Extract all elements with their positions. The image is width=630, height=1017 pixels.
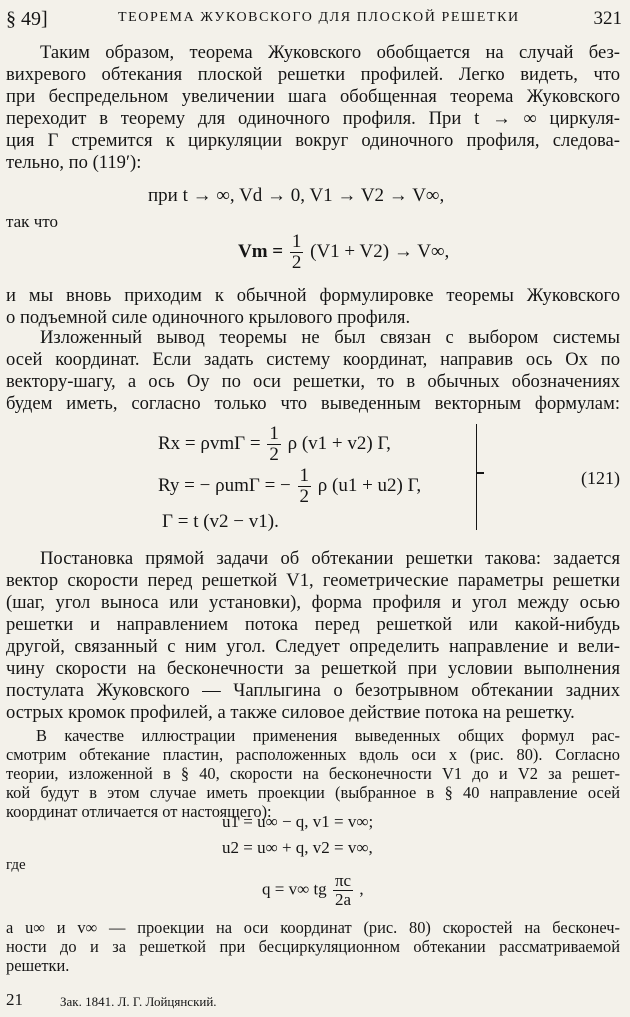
equation-lhs: q = v∞ tg: [262, 879, 327, 899]
equation-lhs: Ry = − ρumΓ = −: [158, 474, 291, 496]
equation-q: [262, 872, 364, 909]
text-line: ности до и за решеткой при бесциркуляционном обтекании рассматриваемой: [6, 937, 620, 956]
text-line: при беспредельном увеличении шага обобщенная теорема Жуковского: [6, 86, 620, 107]
text-line: и мы вновь приходим к обычной формулировке теоремы Жуковского: [6, 285, 620, 306]
text-line: осей координат. Если задать систему координат, направив ось Ox по: [6, 349, 620, 370]
equation-ry: [158, 466, 421, 507]
equation-mean-velocity: [238, 232, 449, 273]
fraction-denominator: 2: [299, 485, 310, 507]
equation-number: (121): [581, 468, 620, 488]
equation-rx: [158, 424, 391, 465]
text-line: кой будут в этом случае иметь проекции (выбранное в § 40 направление осей: [6, 783, 620, 802]
fraction-denominator: 2: [291, 251, 302, 273]
text-line: решетки и направлением потока перед решеткой или какой-нибудь: [6, 614, 620, 635]
text-line: чину скорости на бесконечности за решеткой при условии выполнения: [6, 658, 620, 679]
printer-imprint: Зак. 1841. Л. Г. Лойцянский.: [60, 994, 217, 1009]
fraction-numerator: πc: [334, 871, 352, 890]
text-line: вихревого обтекания плоской решетки профилей. Легко видеть, что: [6, 64, 620, 85]
text-line: Таким образом, теорема Жуковского обобщается на случай без-: [40, 42, 620, 63]
section-number: § 49]: [6, 8, 48, 30]
text-line: переходит в теорему для одиночного профиля. При t → ∞ циркуля-: [6, 108, 620, 129]
signature-number: 21: [6, 990, 23, 1009]
fraction: [298, 466, 312, 507]
equation-rhs: (V1 + V2) → V∞,: [310, 240, 450, 262]
text-line: острых кромок профилей, а также силовое действие потока на решетку.: [6, 702, 575, 723]
fraction-numerator: 1: [269, 423, 279, 444]
text-so-that: так что: [6, 212, 58, 231]
text-line: а u∞ и v∞ — проекции на оси координат (рис. 80) скоростей на бесконеч-: [6, 918, 620, 937]
text-where: где: [6, 857, 26, 873]
fraction-numerator: 1: [299, 465, 310, 486]
text-line: о подъемной силе одиночного крылового профиля.: [6, 307, 411, 328]
fraction-denominator: 2: [269, 443, 279, 465]
text-line: смотрим обтекание пластин, расположенных вдоль оси x (рис. 80). Согласно: [6, 745, 620, 764]
text-line: решетки.: [6, 956, 70, 975]
text-line: другой, связанный с ним угол. Следует определить направление и вели-: [6, 636, 620, 657]
text-line: вектор скорости перед решеткой V1, геометрические параметры решетки: [6, 570, 620, 591]
equation-tail: ,: [359, 879, 364, 899]
equation-u1: u1 = u∞ − q, v1 = v∞;: [222, 812, 374, 831]
equation-limit: при t → ∞, Vd → 0, V1 → V2 → V∞,: [148, 185, 445, 206]
equation-rhs: ρ (v1 + v2) Γ,: [287, 432, 391, 454]
equation-lhs: Vm =: [238, 240, 284, 262]
text-line: координат отличается от настоящего):: [6, 802, 272, 821]
text-line: вектору-шагу, а ось Oy по оси решетки, то в обычных обозначениях: [6, 371, 620, 392]
fraction-numerator: 1: [291, 231, 302, 252]
text-line: Постановка прямой задачи об обтекании решетки такова: задается: [40, 548, 620, 569]
system-brace: [462, 424, 477, 530]
text-line: (шаг, угол выноса или установки), форма профиля и угол между осью: [6, 592, 620, 613]
text-line: Изложенный вывод теоремы не был связан с выбором системы: [40, 327, 620, 348]
page-number: 321: [593, 8, 622, 29]
fraction: [267, 424, 281, 465]
equation-rhs: ρ (u1 + u2) Γ,: [317, 474, 422, 496]
equation-lhs: Rx = ρvmΓ =: [158, 432, 261, 454]
fraction-denominator: 2a: [334, 889, 352, 909]
text-line: теории, изложенной в § 40, скорости на бесконечности V1 до и V2 за решет-: [6, 764, 620, 783]
running-title: ТЕОРЕМА ЖУКОВСКОГО ДЛЯ ПЛОСКОЙ РЕШЕТКИ: [118, 10, 520, 25]
equation-circulation: Γ = t (v2 − v1).: [162, 511, 279, 532]
text-line: ция Г стремится к циркуляции вокруг одиночного профиля, следова-: [6, 130, 620, 151]
text-line: постулата Жуковского — Чаплыгина о безотрывном обтекании задних: [6, 680, 620, 701]
text-line: будем иметь, согласно только что выведенным векторным формулам:: [6, 393, 620, 414]
fraction: [333, 872, 353, 909]
fraction: [290, 232, 304, 273]
text-line: тельно, по (119′):: [6, 152, 142, 173]
equation-u2: u2 = u∞ + q, v2 = v∞,: [222, 838, 373, 857]
text-line: В качестве иллюстрации применения выведенных общих формул рас-: [36, 726, 620, 745]
